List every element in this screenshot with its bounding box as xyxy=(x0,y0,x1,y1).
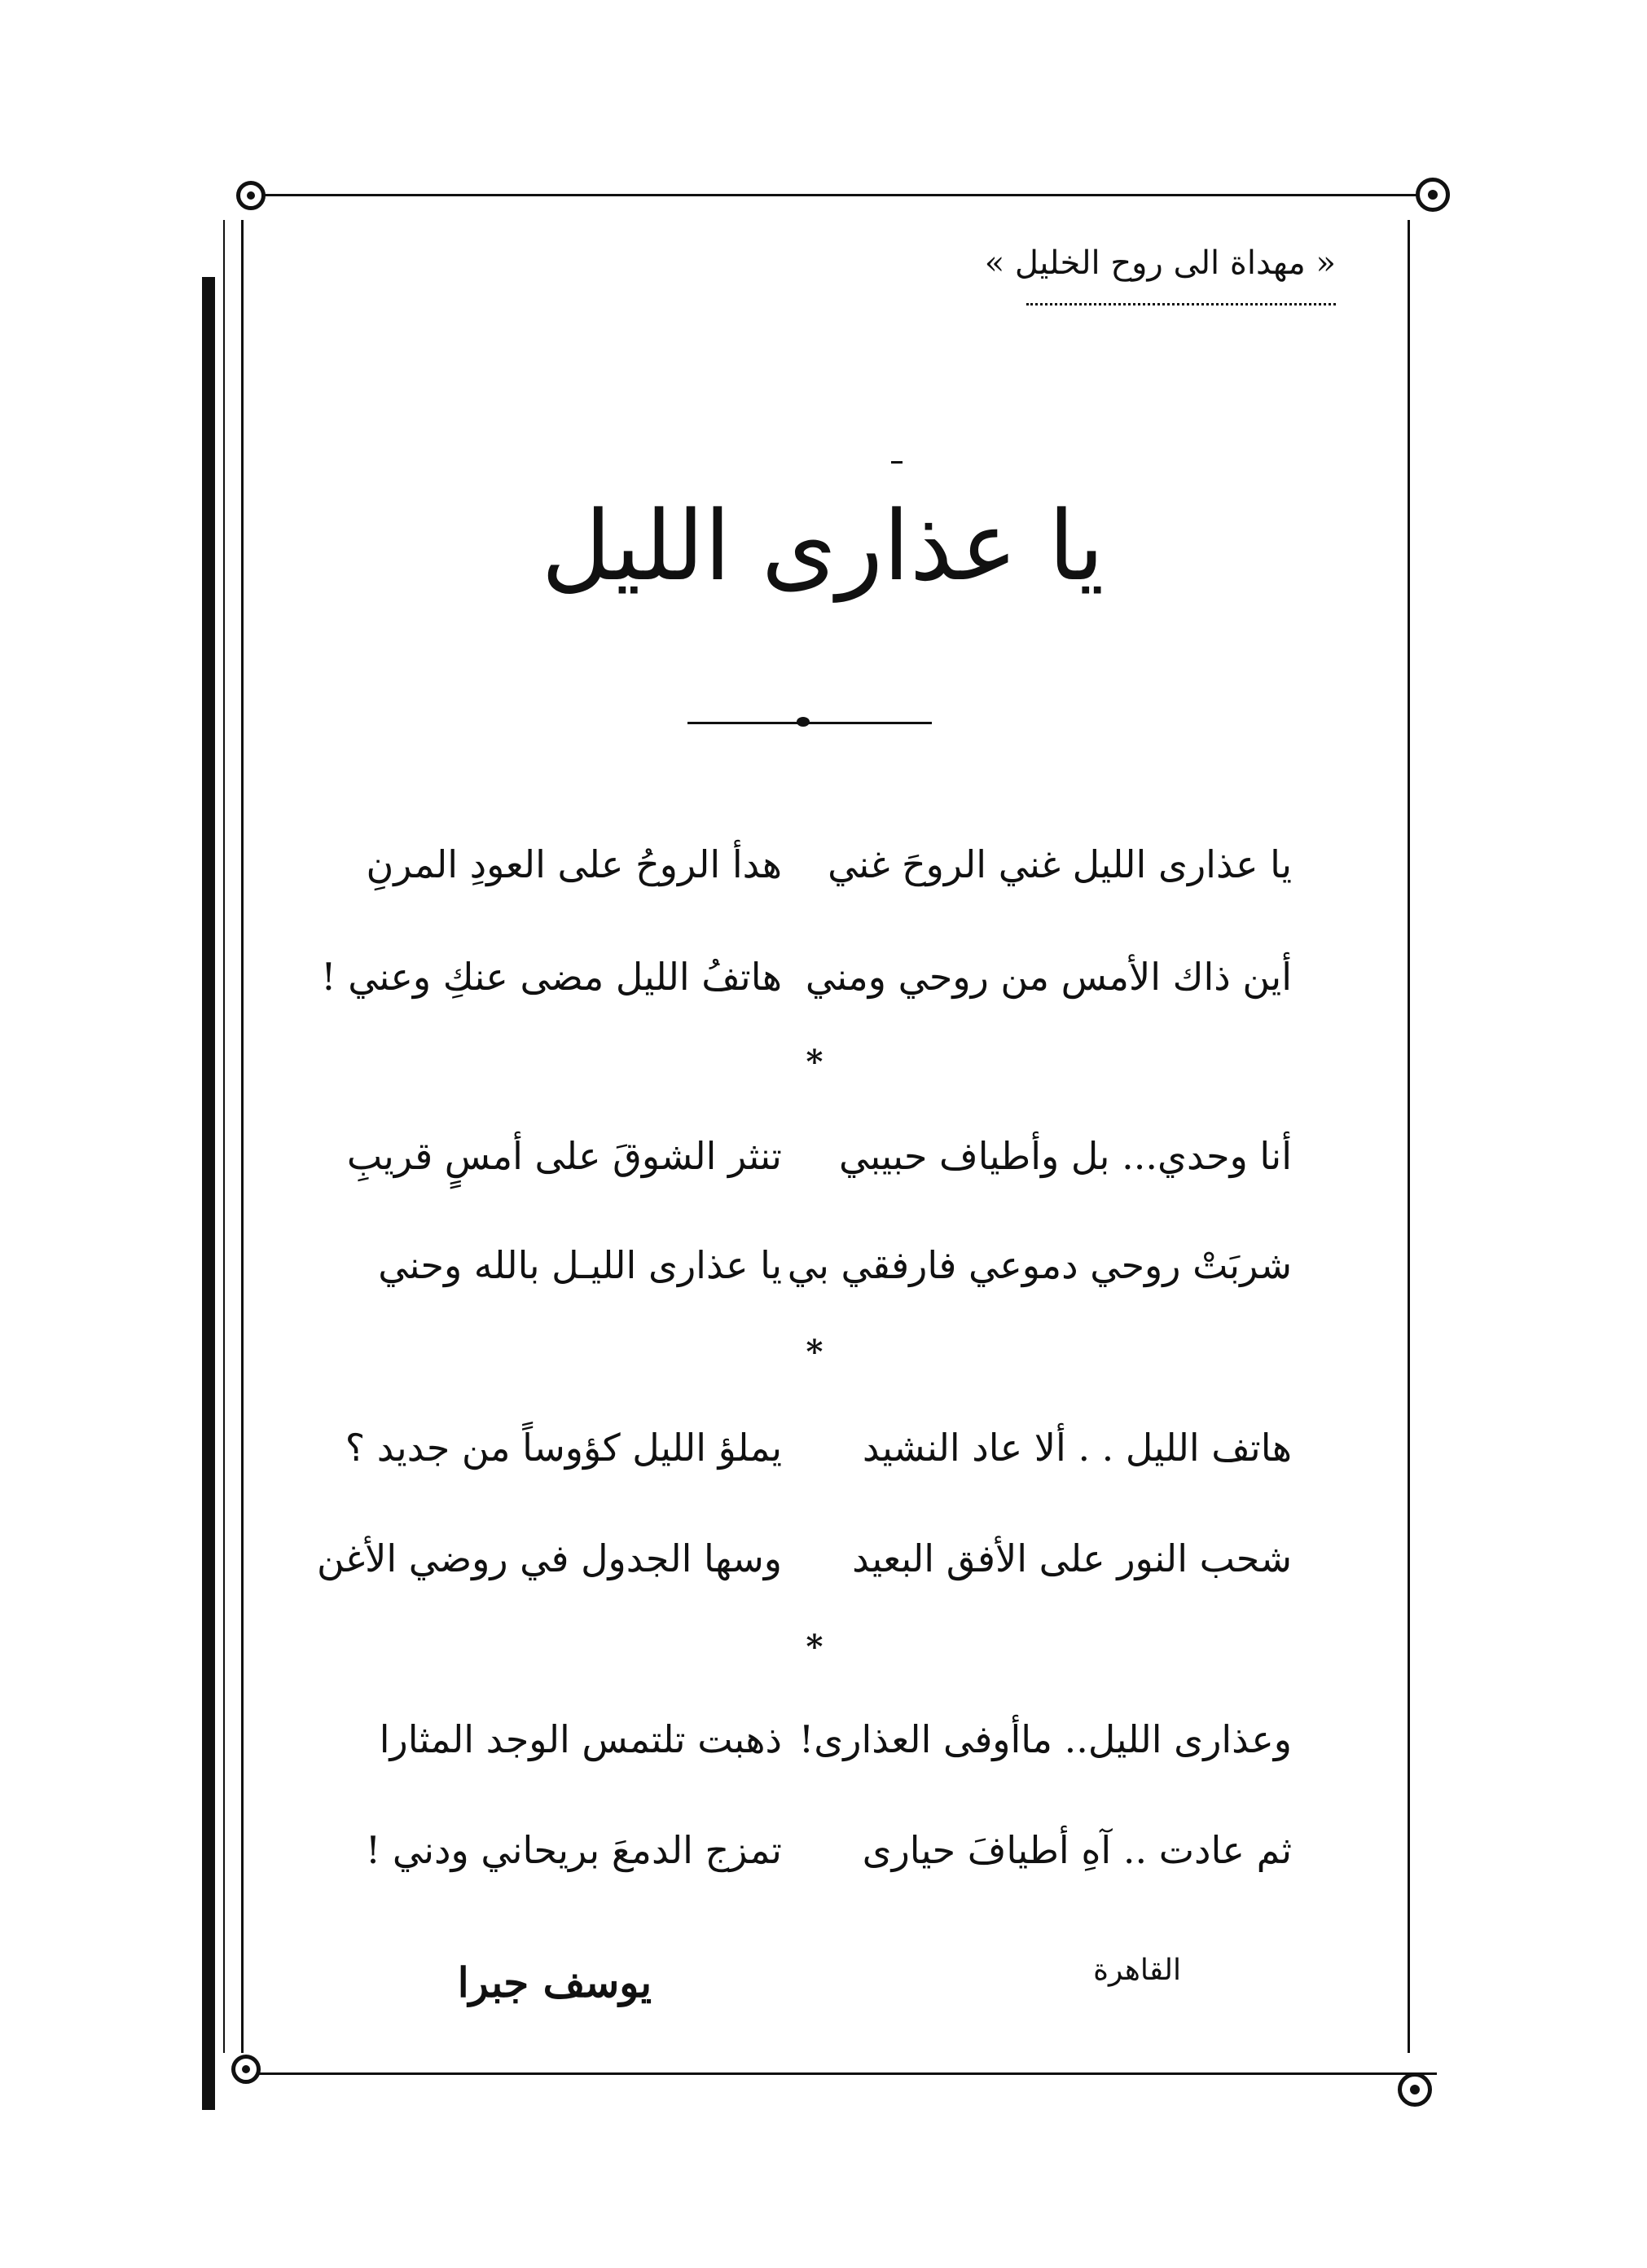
corner-ornament-icon xyxy=(231,2055,261,2084)
title-ornament-rule xyxy=(687,722,932,724)
verse-left-hemistich: تمزج الدمعَ بريحاني ودني ! xyxy=(365,1828,782,1872)
corner-ornament-icon xyxy=(236,181,266,210)
title-mark xyxy=(891,461,903,464)
page-spine-bar xyxy=(202,277,215,2110)
verse-right-hemistich: أنا وحدي... بل وأطياف حبيبي xyxy=(839,1134,1292,1178)
dedication-dotted-rule xyxy=(1026,303,1336,305)
author-signature: يوسف جبرا xyxy=(457,1958,652,2006)
verse-left-hemistich: يملؤ الليل كؤوساً من جديد ؟ xyxy=(345,1426,782,1470)
frame-bottom-rule xyxy=(246,2072,1437,2075)
frame-inner-left-rule xyxy=(223,220,225,2053)
title-ornament-dot xyxy=(797,717,810,727)
verse-right-hemistich: هاتف الليل . . ألا عاد النشيد xyxy=(862,1426,1292,1470)
verse-right-hemistich: شربَتْ روحي دموعي فارفقي بي xyxy=(787,1243,1292,1287)
stanza-separator-star: * xyxy=(806,1628,824,1666)
footer-place: القاهرة xyxy=(1093,1954,1181,1987)
verse-right-hemistich: وعذارى الليل.. ماأوفى العذارى! xyxy=(798,1717,1292,1761)
frame-right-rule xyxy=(1408,220,1410,2053)
frame-left-rule xyxy=(241,220,244,2053)
poem-title: يا عذارى الليل xyxy=(541,490,1105,602)
verse-right-hemistich: يا عذارى الليل غني الروحَ غني xyxy=(828,842,1292,886)
verse-right-hemistich: ثم عادت .. آهِ أطيافَ حيارى xyxy=(862,1828,1292,1872)
dedication-line: « مهداة الى روح الخليل » xyxy=(984,244,1336,282)
verse-right-hemistich: أين ذاك الأمس من روحي ومني xyxy=(805,955,1292,999)
stanza-separator-star: * xyxy=(806,1333,824,1371)
verse-left-hemistich: هاتفُ الليل مضى عنكِ وعني ! xyxy=(321,955,782,999)
verse-left-hemistich: تنثر الشوقَ على أمسٍ قريبِ xyxy=(346,1134,782,1178)
verse-left-hemistich: ذهبت تلتمس الوجد المثارا xyxy=(379,1717,782,1761)
stanza-separator-star: * xyxy=(806,1043,824,1081)
verse-right-hemistich: شحب النور على الأفق البعيد xyxy=(852,1536,1292,1580)
verse-left-hemistich: يا عذارى الليـل بالله وحني xyxy=(378,1243,782,1287)
corner-ornament-icon xyxy=(1416,178,1450,212)
verse-left-hemistich: وسها الجدول في روضي الأغن xyxy=(317,1536,782,1580)
verse-left-hemistich: هدأ الروحُ على العودِ المرنِ xyxy=(366,842,782,886)
corner-ornament-icon xyxy=(1398,2072,1432,2107)
frame-top-rule xyxy=(246,194,1437,196)
